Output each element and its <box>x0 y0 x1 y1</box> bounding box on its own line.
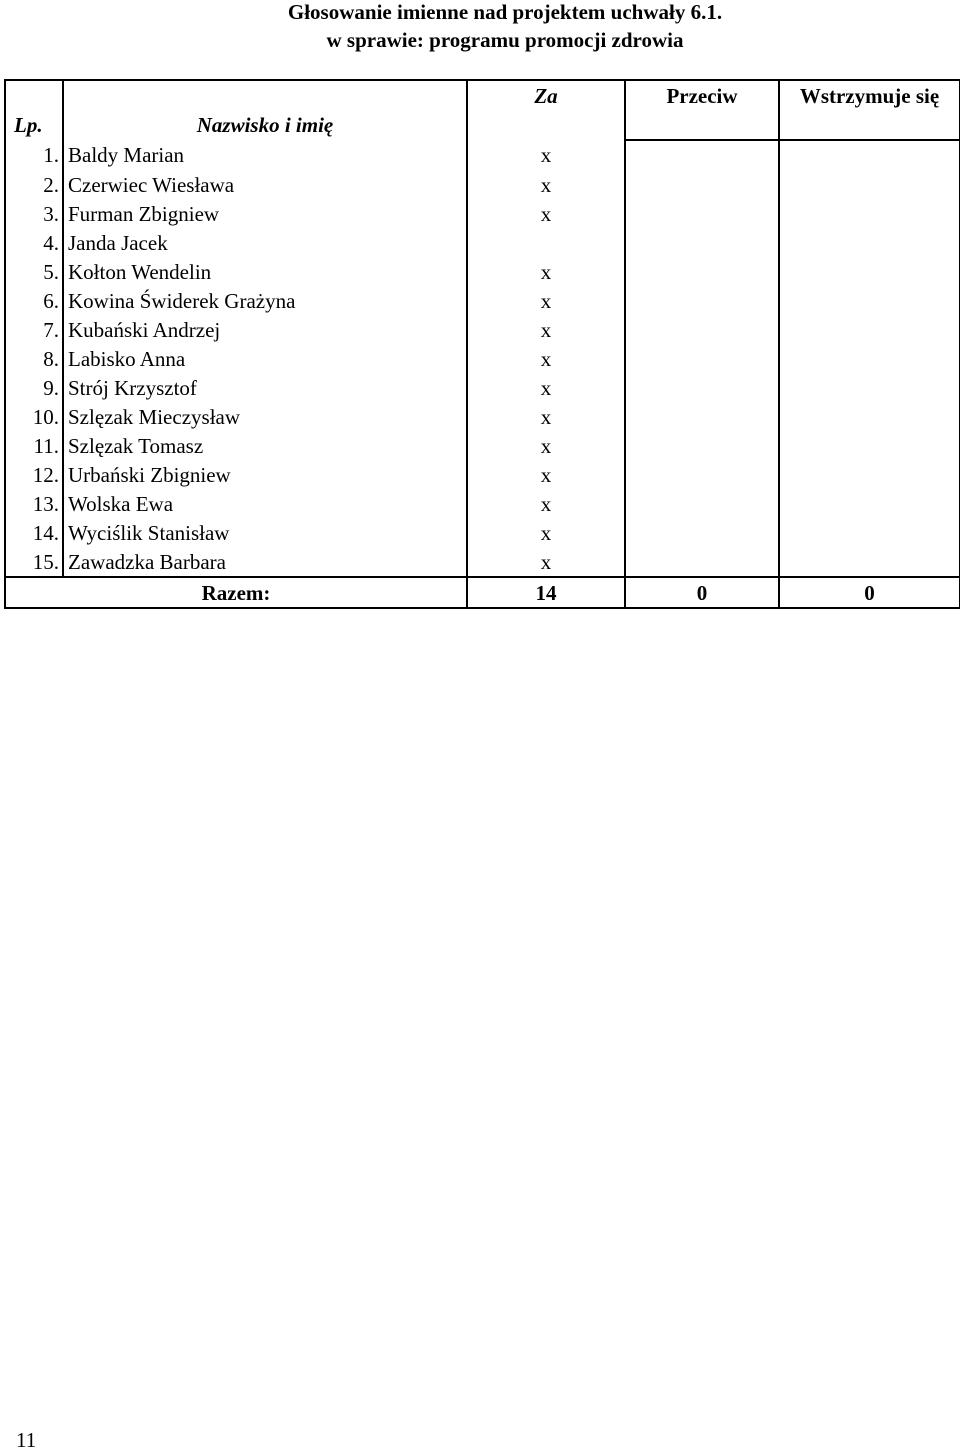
row-number: 3. <box>5 199 63 228</box>
row-number: 1. <box>5 140 63 170</box>
row-vote-przeciw <box>625 228 779 257</box>
document-subtitle: w sprawie: programu promocji zdrowia <box>326 28 684 52</box>
table-row <box>5 315 960 344</box>
row-name: Szlęzak Tomasz <box>63 431 467 460</box>
row-vote-przeciw <box>625 518 779 547</box>
column-header-przeciw: Przeciw <box>625 80 779 110</box>
row-vote-wstrzymuje <box>779 402 960 431</box>
header-row-bottom <box>5 110 960 140</box>
column-header-name: Nazwisko i imię <box>63 110 467 140</box>
header-wstrzymuje-spacer <box>779 110 960 140</box>
row-name: Baldy Marian <box>63 140 467 170</box>
row-vote-za: x <box>467 373 625 402</box>
page-number: 11 <box>16 1428 37 1452</box>
row-name: Strój Krzysztof <box>63 373 467 402</box>
table-row <box>5 547 960 577</box>
row-vote-przeciw <box>625 315 779 344</box>
row-number: 9. <box>5 373 63 402</box>
row-number: 4. <box>5 228 63 257</box>
total-wstrzymuje: 0 <box>779 577 960 608</box>
total-za: 14 <box>467 577 625 608</box>
row-vote-wstrzymuje <box>779 315 960 344</box>
table-row <box>5 140 960 170</box>
row-vote-wstrzymuje <box>779 344 960 373</box>
row-vote-za: x <box>467 170 625 199</box>
row-vote-przeciw <box>625 431 779 460</box>
row-vote-wstrzymuje <box>779 140 960 170</box>
row-vote-za: x <box>467 257 625 286</box>
table-row <box>5 257 960 286</box>
table-row <box>5 373 960 402</box>
row-name: Wolska Ewa <box>63 489 467 518</box>
row-vote-przeciw <box>625 140 779 170</box>
row-name: Szlęzak Mieczysław <box>63 402 467 431</box>
table-row <box>5 286 960 315</box>
total-przeciw: 0 <box>625 577 779 608</box>
header-name-spacer <box>63 80 467 110</box>
row-vote-za <box>467 228 625 257</box>
row-number: 5. <box>5 257 63 286</box>
row-vote-za: x <box>467 431 625 460</box>
header-za-spacer <box>467 110 625 140</box>
row-name: Labisko Anna <box>63 344 467 373</box>
column-header-lp: Lp. <box>5 110 63 140</box>
row-vote-przeciw <box>625 373 779 402</box>
row-vote-za: x <box>467 140 625 170</box>
row-name: Janda Jacek <box>63 228 467 257</box>
row-vote-wstrzymuje <box>779 460 960 489</box>
document-title: Głosowanie imienne nad projektem uchwały 6.1. <box>287 0 723 24</box>
row-vote-za: x <box>467 344 625 373</box>
row-vote-wstrzymuje <box>779 257 960 286</box>
row-number: 2. <box>5 170 63 199</box>
header-lp-spacer <box>5 80 63 110</box>
vote-table <box>4 79 960 609</box>
row-vote-za: x <box>467 199 625 228</box>
total-row <box>5 577 960 608</box>
header-przeciw-spacer <box>625 110 779 140</box>
column-header-za: Za <box>467 80 625 110</box>
row-name: Urbański Zbigniew <box>63 460 467 489</box>
row-name: Wyciślik Stanisław <box>63 518 467 547</box>
row-vote-wstrzymuje <box>779 431 960 460</box>
row-vote-za: x <box>467 489 625 518</box>
row-vote-wstrzymuje <box>779 489 960 518</box>
row-name: Furman Zbigniew <box>63 199 467 228</box>
row-number: 6. <box>5 286 63 315</box>
row-vote-przeciw <box>625 257 779 286</box>
row-vote-przeciw <box>625 547 779 577</box>
row-number: 12. <box>5 460 63 489</box>
row-name: Kowina Świderek Grażyna <box>63 286 467 315</box>
column-header-wstrzymuje: Wstrzymuje się <box>779 80 960 110</box>
row-vote-przeciw <box>625 402 779 431</box>
row-number: 8. <box>5 344 63 373</box>
table-row <box>5 489 960 518</box>
table-row <box>5 170 960 199</box>
total-label: Razem: <box>5 577 467 608</box>
table-row <box>5 402 960 431</box>
row-vote-wstrzymuje <box>779 547 960 577</box>
row-vote-przeciw <box>625 489 779 518</box>
row-vote-przeciw <box>625 199 779 228</box>
row-number: 11. <box>5 431 63 460</box>
table-row <box>5 199 960 228</box>
header-row-top <box>5 80 960 110</box>
table-row <box>5 518 960 547</box>
row-vote-za: x <box>467 547 625 577</box>
row-number: 15. <box>5 547 63 577</box>
row-vote-wstrzymuje <box>779 286 960 315</box>
row-vote-przeciw <box>625 286 779 315</box>
row-name: Kołton Wendelin <box>63 257 467 286</box>
table-row <box>5 460 960 489</box>
row-vote-za: x <box>467 402 625 431</box>
row-vote-za: x <box>467 460 625 489</box>
table-row <box>5 228 960 257</box>
row-vote-przeciw <box>625 170 779 199</box>
row-number: 10. <box>5 402 63 431</box>
row-vote-za: x <box>467 518 625 547</box>
row-vote-za: x <box>467 315 625 344</box>
row-name: Kubański Andrzej <box>63 315 467 344</box>
row-vote-przeciw <box>625 460 779 489</box>
row-vote-za: x <box>467 286 625 315</box>
row-number: 13. <box>5 489 63 518</box>
table-row <box>5 344 960 373</box>
row-vote-wstrzymuje <box>779 199 960 228</box>
row-vote-wstrzymuje <box>779 170 960 199</box>
row-vote-wstrzymuje <box>779 373 960 402</box>
row-name: Czerwiec Wiesława <box>63 170 467 199</box>
row-number: 14. <box>5 518 63 547</box>
row-number: 7. <box>5 315 63 344</box>
table-row <box>5 431 960 460</box>
row-name: Zawadzka Barbara <box>63 547 467 577</box>
row-vote-przeciw <box>625 344 779 373</box>
row-vote-wstrzymuje <box>779 518 960 547</box>
row-vote-wstrzymuje <box>779 228 960 257</box>
